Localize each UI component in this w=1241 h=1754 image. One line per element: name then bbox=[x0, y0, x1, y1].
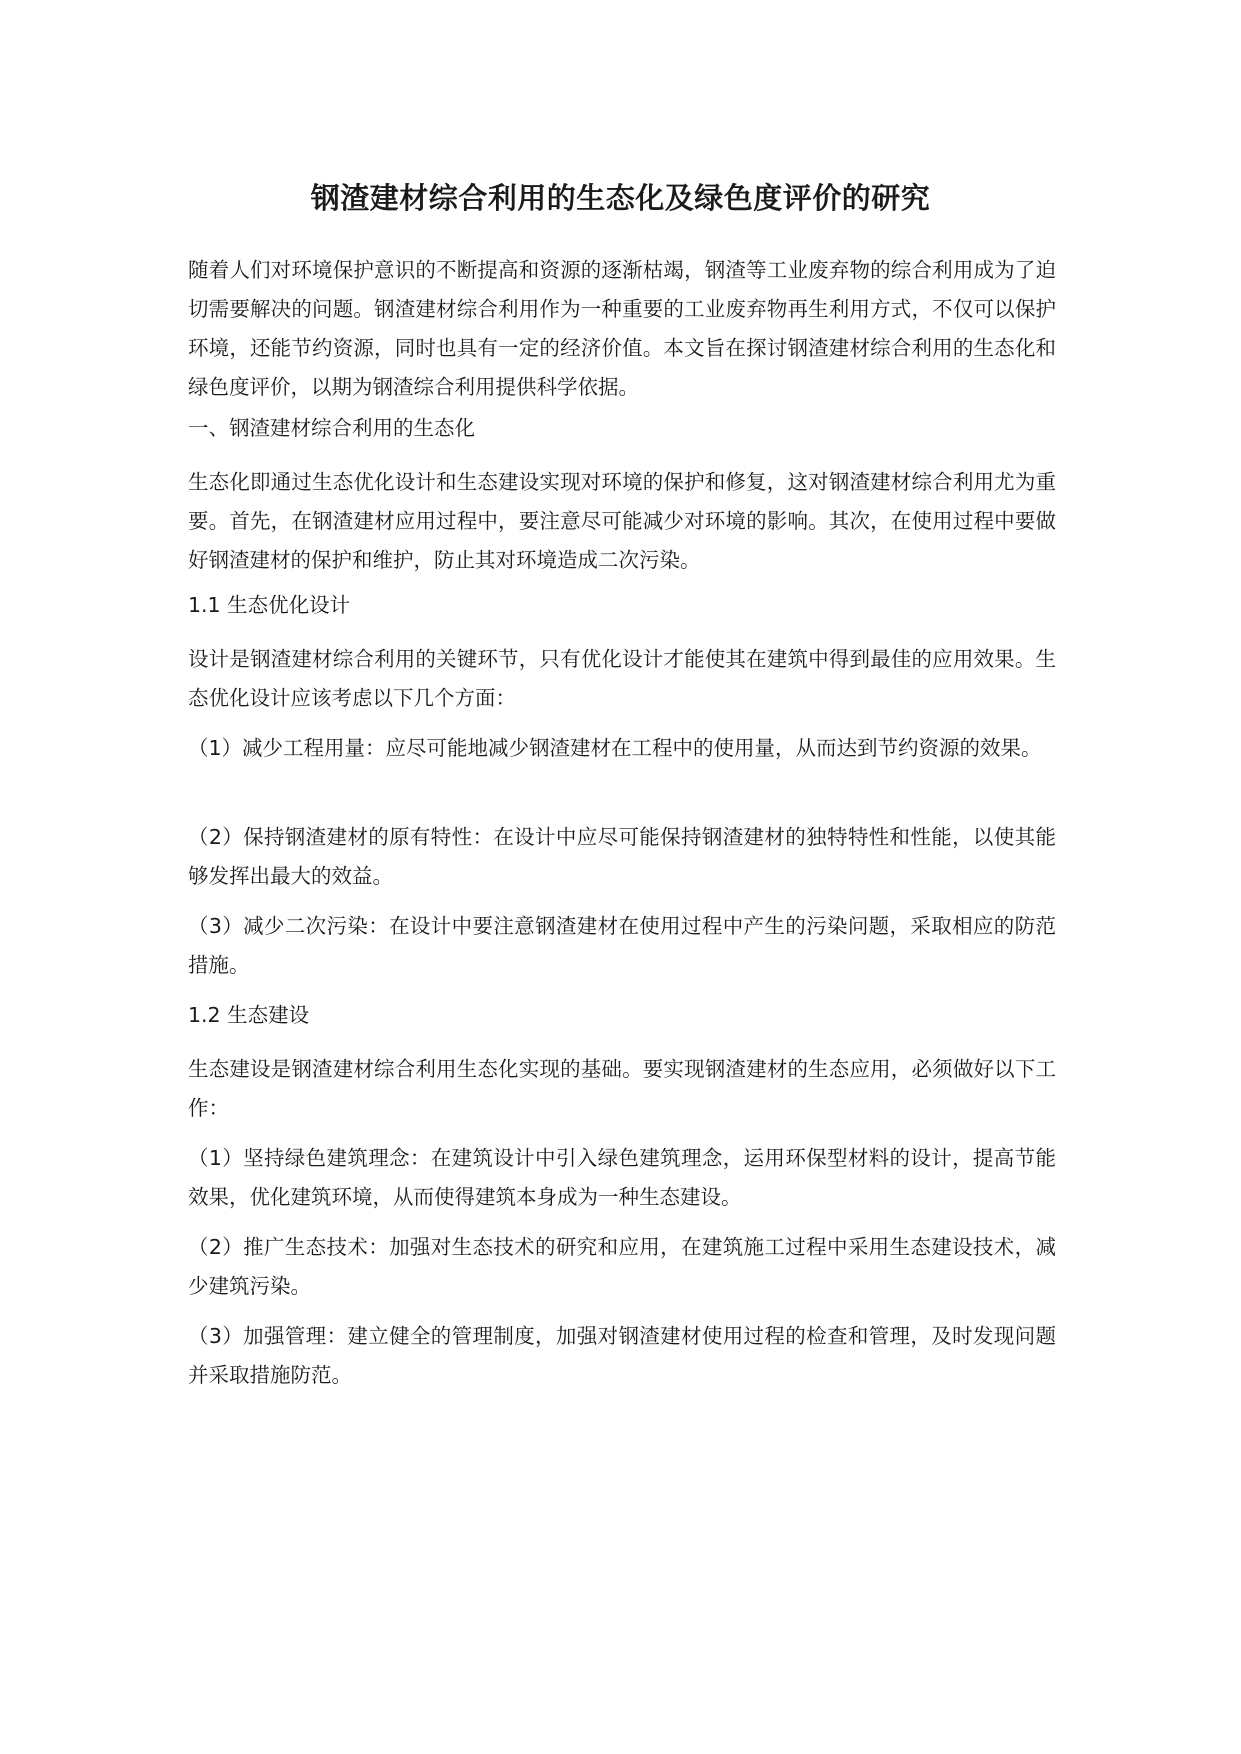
paragraph-construction: 生态建设是钢渣建材综合利用生态化实现的基础。要实现钢渣建材的生态应用，必须做好以下工作： bbox=[188, 1057, 1056, 1120]
subsection-heading-1-2: 1.2 生态建设 bbox=[188, 1003, 310, 1027]
list-item-design-3: （3）减少二次污染：在设计中要注意钢渣建材在使用过程中产生的污染问题，采取相应的防范措施。 bbox=[188, 914, 1056, 977]
section-heading-1: 一、钢渣建材综合利用的生态化 bbox=[188, 416, 475, 440]
list-item-construction-2: （2）推广生态技术：加强对生态技术的研究和应用，在建筑施工过程中采用生态建设技术，减少建筑污染。 bbox=[188, 1235, 1056, 1298]
intro-paragraph: 随着人们对环境保护意识的不断提高和资源的逐渐枯竭，钢渣等工业废弃物的综合利用成为了迫切需要解决的问题。钢渣建材综合利用作为一种重要的工业废弃物再生利用方式，不仅可以保护环境，还能节约资源，同时也具有一定的经济价值。本文旨在探讨钢渣建材综合利用的生态化和绿色度评价，以期为钢渣综合利用提供科学依据。 bbox=[188, 258, 1056, 399]
paragraph-design: 设计是钢渣建材综合利用的关键环节，只有优化设计才能使其在建筑中得到最佳的应用效果。生态优化设计应该考虑以下几个方面： bbox=[188, 647, 1056, 710]
list-item-construction-1: （1）坚持绿色建筑理念：在建筑设计中引入绿色建筑理念，运用环保型材料的设计，提高节能效果，优化建筑环境，从而使得建筑本身成为一种生态建设。 bbox=[188, 1146, 1056, 1209]
list-item-design-2: （2）保持钢渣建材的原有特性：在设计中应尽可能保持钢渣建材的独特特性和性能，以使其能够发挥出最大的效益。 bbox=[188, 825, 1056, 888]
document-title: 钢渣建材综合利用的生态化及绿色度评价的研究 bbox=[310, 181, 931, 215]
subsection-heading-1-1: 1.1 生态优化设计 bbox=[188, 593, 351, 617]
list-item-design-1: （1）减少工程用量：应尽可能地减少钢渣建材在工程中的使用量，从而达到节约资源的效果。 bbox=[188, 736, 1042, 760]
list-item-construction-3: （3）加强管理：建立健全的管理制度，加强对钢渣建材使用过程的检查和管理，及时发现问题并采取措施防范。 bbox=[188, 1324, 1056, 1387]
paragraph-ecologization: 生态化即通过生态优化设计和生态建设实现对环境的保护和修复，这对钢渣建材综合利用尤为重要。首先，在钢渣建材应用过程中，要注意尽可能减少对环境的影响。其次，在使用过程中要做好钢渣建材的保护和维护，防止其对环境造成二次污染。 bbox=[188, 470, 1056, 572]
